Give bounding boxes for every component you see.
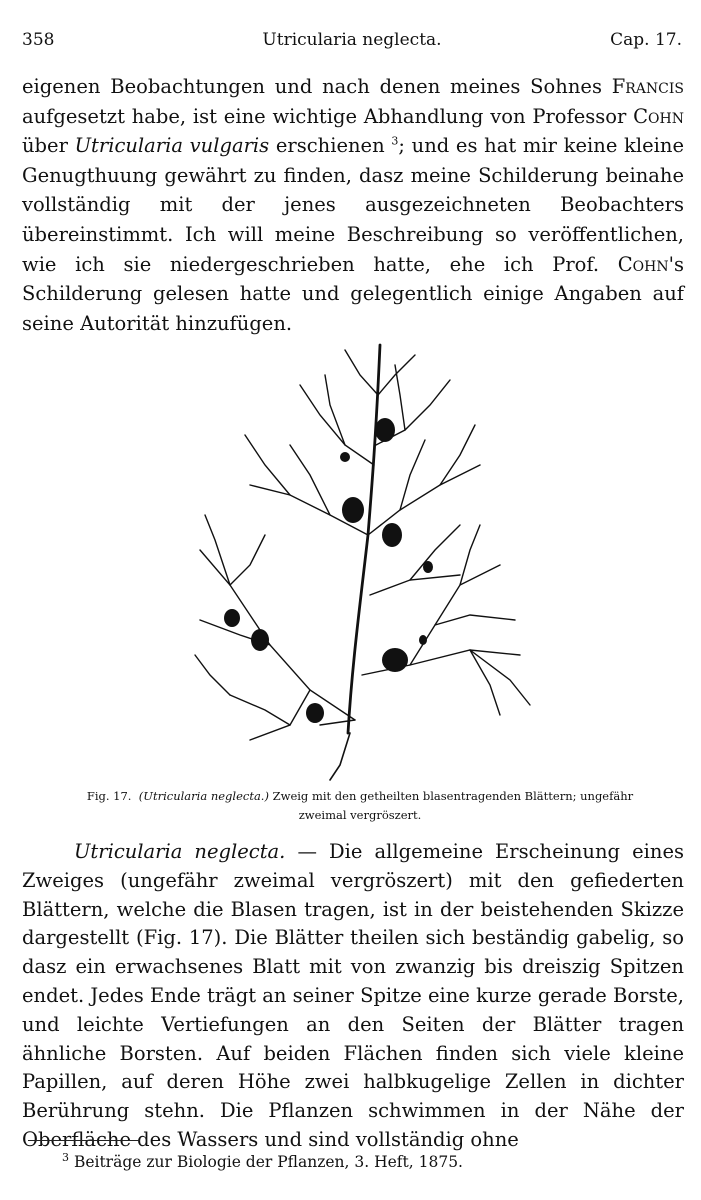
text-run: erschienen xyxy=(269,134,392,158)
footnote xyxy=(62,1150,463,1171)
text-run: — Die allgemeine Erscheinung eines Zweiges (ungefähr zweimal vergröszert) mit den gefiederten Blättern, welche die Blasen tragen, ist in der beistehenden Skizze dargestellt (Fig. 17). Die Blätter theilen sich beständig gabelig, so dasz ein erwachsenes Blatt mit von zwanzig bis dreiszig Spitzen endet. Jedes Ende trägt an seiner Spitze eine kurze gerade Borste, und leichte Vertiefungen an den Seiten der Blätter tragen ähnliche Borsten. Auf beiden Flächen finden sich viele kleine Papillen, auf deren Höhe zwei halbkugelige Zellen in dichter Berührung stehn. Die Pflanzen schwimmen in der Nähe der Oberfläche des Wassers und sind vollständig ohne xyxy=(22,840,684,1151)
footnote-rule xyxy=(28,1140,140,1141)
figure-label: Fig. 17. xyxy=(86,789,132,803)
name-francis: Francis xyxy=(611,75,684,98)
name-cohn: Cohn xyxy=(617,252,669,276)
paragraph-lead: Utricularia neglecta. xyxy=(74,840,286,863)
caption-text: Zweig mit den getheilten blasentragenden Blättern; ungefähr zweimal vergröszert. xyxy=(272,789,634,822)
text-run: aufgesetzt habe, ist eine wichtige Abhandlung von Professor xyxy=(22,104,634,128)
name-cohn: Cohn xyxy=(633,104,684,128)
figure-caption xyxy=(70,787,650,825)
text-run: eigenen Beobachtungen und nach denen meines Sohnes xyxy=(22,75,612,98)
running-title: Utricularia neglecta. xyxy=(262,30,442,50)
body-paragraph-2 xyxy=(22,838,684,1155)
plant-illustration xyxy=(170,335,550,785)
footnote-ref: 3 xyxy=(391,134,399,148)
text-run: 's Schilderung gelesen hatte und gelegentlich einige Angaben auf seine Autorität hinzufügen. xyxy=(22,252,684,335)
page-header xyxy=(22,30,682,56)
figure-species: (Utricularia neglecta.) xyxy=(138,789,269,803)
chapter-label: Cap. 17. xyxy=(610,30,682,50)
footnote-mark: 3 xyxy=(62,1150,69,1164)
text-run: ; und es hat mir keine kleine Genugthuung gewährt zu finden, dasz meine Schilderung beinahe vollständig mit der jenes ausgezeichneten Beobachters übereinstimmt. Ich will meine Beschreibung so veröffentlichen, wie ich sie niedergeschrieben hatte, ehe ich Prof. xyxy=(22,134,684,276)
text-run: über xyxy=(22,134,75,158)
footnote-text: Beiträge zur Biologie der Pflanzen, 3. Heft, 1875. xyxy=(73,1153,463,1171)
species-name: Utricularia vulgaris xyxy=(74,134,270,158)
body-paragraph-1 xyxy=(22,72,684,338)
page-number: 358 xyxy=(22,30,55,50)
